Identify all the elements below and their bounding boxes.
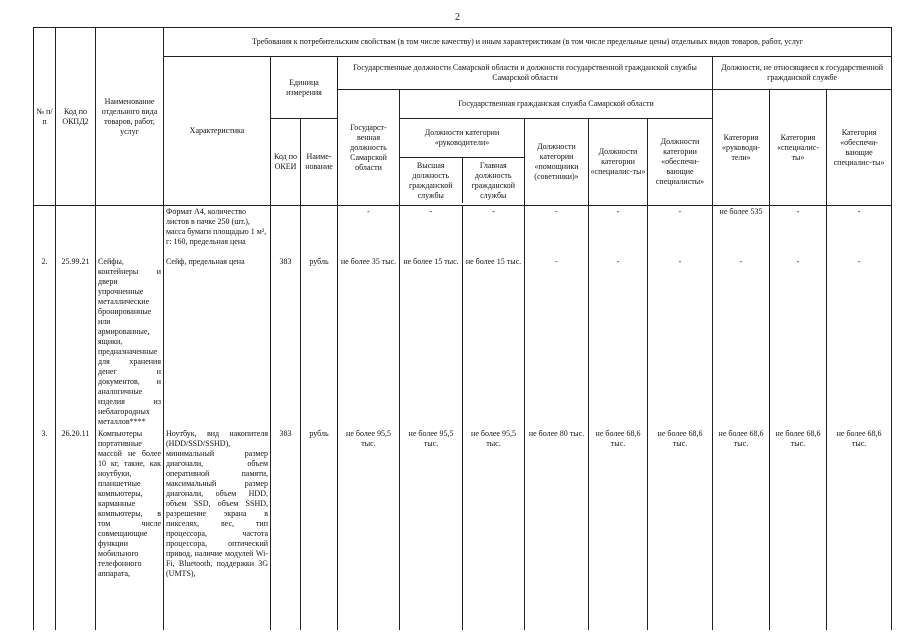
page-number: 2 [455, 12, 460, 23]
header-cat-specialists: Категория «специалис-ты» [770, 90, 827, 206]
row-value: - [713, 256, 770, 428]
header-specialists: Должности категории «специалис-ты» [589, 119, 648, 206]
row-name [96, 206, 164, 257]
header-cat-supporting: Категория «обеспечи-вающие специалис-ты» [827, 90, 892, 206]
row-value: не более 95,5 тыс. [338, 428, 400, 630]
row-unit: рубль [301, 256, 338, 428]
row-value: не более 35 тыс. [338, 256, 400, 428]
header-gov-positions: Государственные должности Самарской области и должности государственной гражданской службы Самарской области [338, 57, 713, 90]
row-okpd: 25.99.21 [56, 256, 96, 428]
header-requirements: Требования к потребительским свойствам (в том числе качеству) и иным характеристикам (в том числе предельные цены) отдельных видов товаров, работ, услуг [164, 28, 892, 57]
row-value: - [400, 206, 463, 257]
row-okpd: 26.20.11 [56, 428, 96, 630]
row-num: 2. [34, 256, 56, 428]
table-row [34, 428, 892, 630]
header-non-gov: Должности, не относящиеся к государственной гражданской службе [713, 57, 892, 90]
row-unit [301, 206, 338, 257]
header-main: Главная должность гражданской службы [471, 160, 516, 200]
row-num [34, 206, 56, 257]
row-value: - [770, 256, 827, 428]
requirements-table [33, 27, 892, 630]
row-characteristic: Ноутбук, вид накопителя (HDD/SSD/SSHD), минимальный размер диагонали, объем оперативной памяти, максимальный размер диагонали, объем HDD, объем SSD, объем SSHD, разрешение экрана в пикселях, вес, тип процессора, частота процессора, оптический привод, наличие модулей Wi-Fi, Bluetooth, поддержки 3G (UMTS), [164, 428, 271, 630]
header-name: Наименование отдельного вида товаров, работ, услуг [96, 28, 164, 206]
row-value: - [525, 206, 589, 257]
row-value: не более 68,6 тыс. [770, 428, 827, 630]
row-characteristic: Формат А4, количество листов в пачке 250 (шт.), масса бумаги площадью 1 м², г: 160, предельная цена [164, 206, 271, 257]
row-value: не более 80 тыс. [525, 428, 589, 630]
header-assistants: Должности категории «помощники (советники)» [525, 119, 589, 206]
row-value: не более 15 тыс. [463, 256, 525, 428]
header-managers-group [400, 119, 525, 206]
row-value: не более 15 тыс. [400, 256, 463, 428]
row-value: - [463, 206, 525, 257]
table-row [34, 206, 892, 257]
row-name: Сейфы, контейнеры и двери упрочненные металлические бронированные или армированные, ящики, предназначенные для хранения денег и документов, и аналогичные изделия из неблагородных металлов**** [96, 256, 164, 428]
row-value: - [648, 256, 713, 428]
row-num: 3. [34, 428, 56, 630]
row-value: - [338, 206, 400, 257]
row-okei: 383 [271, 428, 301, 630]
row-value: - [648, 206, 713, 257]
row-value: - [770, 206, 827, 257]
row-name: Компьютеры портативные массой не более 10 кг, такие, как ноутбуки, планшетные компьютеры, карманные компьютеры, в том числе совмещающие функции мобильного телефонного аппарата, [96, 428, 164, 630]
row-value: не более 68,6 тыс. [713, 428, 770, 630]
row-value: - [589, 206, 648, 257]
header-num: № п/п [34, 28, 56, 206]
row-characteristic: Сейф, предельная цена [164, 256, 271, 428]
row-okei [271, 206, 301, 257]
header-okpd: Код по ОКПД2 [56, 28, 96, 206]
row-okpd [56, 206, 96, 257]
row-value: не более 95,5 тыс. [400, 428, 463, 630]
row-value: не более 68,6 тыс. [589, 428, 648, 630]
row-value: - [525, 256, 589, 428]
row-value: не более 535 [713, 206, 770, 257]
header-supporting: Должности категории «обеспечи-вающие специалисты» [648, 119, 713, 206]
header-unit: Единица измерения [271, 57, 338, 119]
header-okei-code: Код по ОКЕИ [271, 119, 301, 206]
row-value: - [827, 206, 892, 257]
table-row [34, 256, 892, 428]
header-gov-position-samara: Государст-венная должность Самарской области [338, 90, 400, 206]
header-unit-name: Наиме-нование [301, 119, 338, 206]
header-highest: Высшая должность гражданской службы [400, 158, 463, 203]
header-civil-service: Государственная гражданская служба Самарской области [400, 90, 713, 119]
header-characteristic: Характеристика [164, 57, 271, 206]
header-managers: Должности категории «руководители» [400, 119, 524, 158]
row-unit: рубль [301, 428, 338, 630]
header-cat-managers: Категория «руководи-тели» [713, 90, 770, 206]
row-value: - [589, 256, 648, 428]
row-value: - [827, 256, 892, 428]
row-value: не более 68,6 тыс. [648, 428, 713, 630]
row-value: не более 68,6 тыс. [827, 428, 892, 630]
row-value: не более 95,5 тыс. [463, 428, 525, 630]
row-okei: 383 [271, 256, 301, 428]
